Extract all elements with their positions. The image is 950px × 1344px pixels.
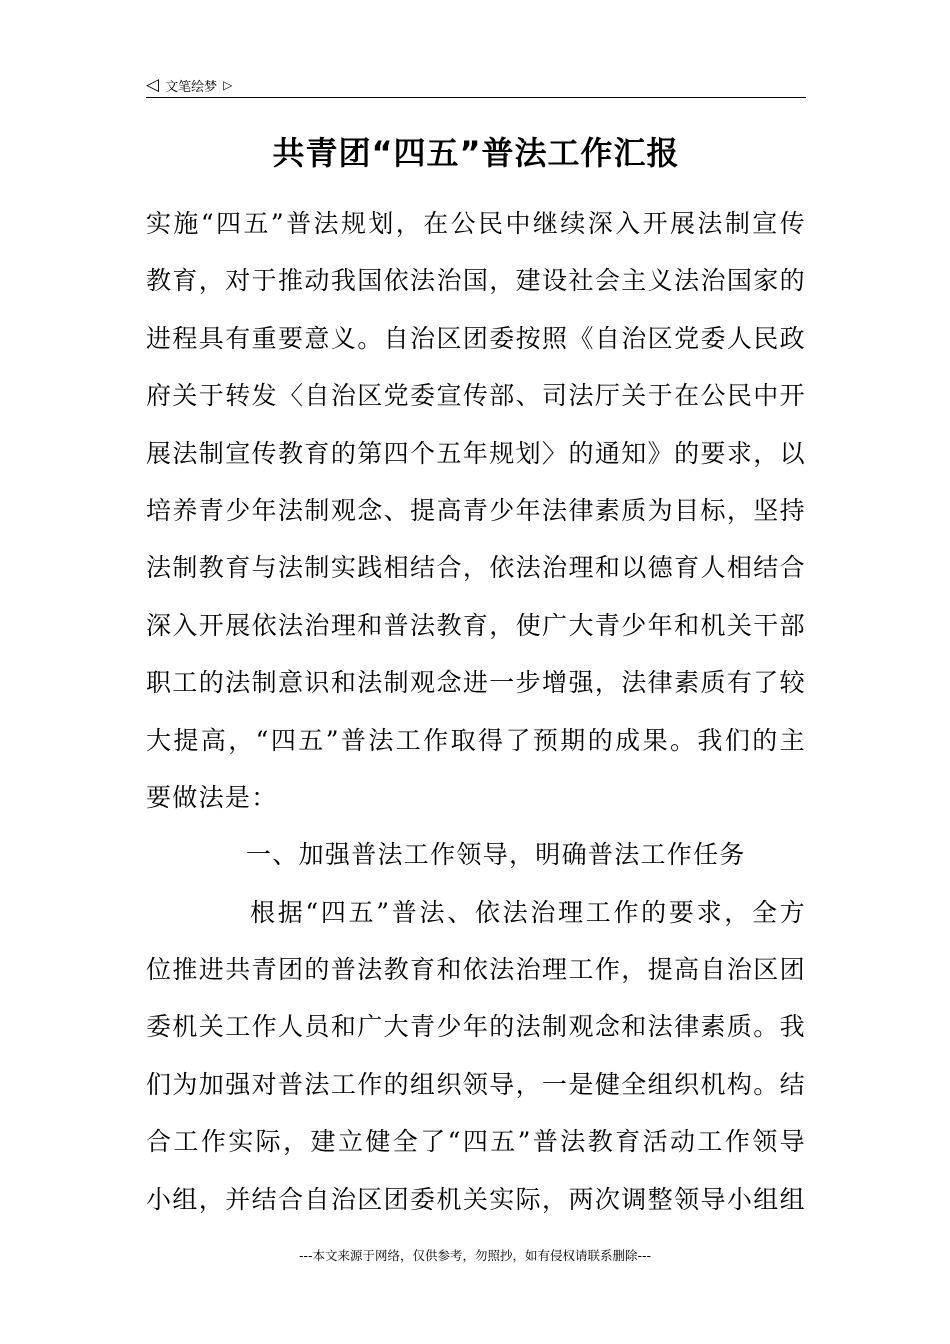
- body-line: 小组，并结合自治区团委机关实际，两次调整领导小组组: [146, 1184, 806, 1214]
- body-line: 培养青少年法制观念、提高青少年法律素质为目标，坚持: [146, 495, 806, 525]
- body-line: 法制教育与法制实践相结合，依法治理和以德育人相结合: [146, 553, 806, 583]
- header-text: 文笔绘梦: [165, 79, 218, 95]
- body-line: 大提高，“四五”普法工作取得了预期的成果。我们的主: [146, 725, 806, 755]
- document-title: 共青团“四五”普法工作汇报: [272, 134, 680, 172]
- page-header: [146, 72, 232, 98]
- body-line: 进程具有重要意义。自治区团委按照《自治区党委人民政: [146, 323, 806, 353]
- body-line: 展法制宣传教育的第四个五年规划〉的通知》的要求，以: [146, 438, 806, 468]
- section-heading: 一、加强普法工作领导，明确普法工作任务: [246, 840, 746, 870]
- page-footer: ---本文来源于网络，仅供参考，勿照抄，如有侵权请联系删除---: [298, 1248, 652, 1263]
- document-body: [146, 195, 806, 1228]
- triangle-left-icon: ◁: [146, 74, 160, 95]
- triangle-right-icon: ▷: [223, 78, 233, 92]
- body-line: 根据“四五”普法、依法治理工作的要求，全方: [250, 897, 806, 927]
- body-line: 职工的法制意识和法制观念进一步增强，法律素质有了较: [146, 668, 806, 698]
- body-line: 委机关工作人员和广大青少年的法制观念和法律素质。我: [146, 1012, 806, 1042]
- header-divider: [146, 97, 806, 98]
- body-line: 要做法是：: [146, 782, 278, 812]
- body-line: 教育，对于推动我国依法治国，建设社会主义法治国家的: [146, 266, 806, 296]
- body-line: 实施“四五”普法规划，在公民中继续深入开展法制宣传: [146, 209, 806, 238]
- body-line: 深入开展依法治理和普法教育，使广大青少年和机关干部: [146, 610, 806, 640]
- body-line: 合工作实际，建立健全了“四五”普法教育活动工作领导: [146, 1127, 806, 1157]
- body-line: 府关于转发〈自治区党委宣传部、司法厅关于在公民中开: [146, 381, 806, 411]
- body-line: 位推进共青团的普法教育和依法治理工作，提高自治区团: [146, 955, 806, 985]
- body-line: 们为加强对普法工作的组织领导，一是健全组织机构。结: [146, 1069, 806, 1099]
